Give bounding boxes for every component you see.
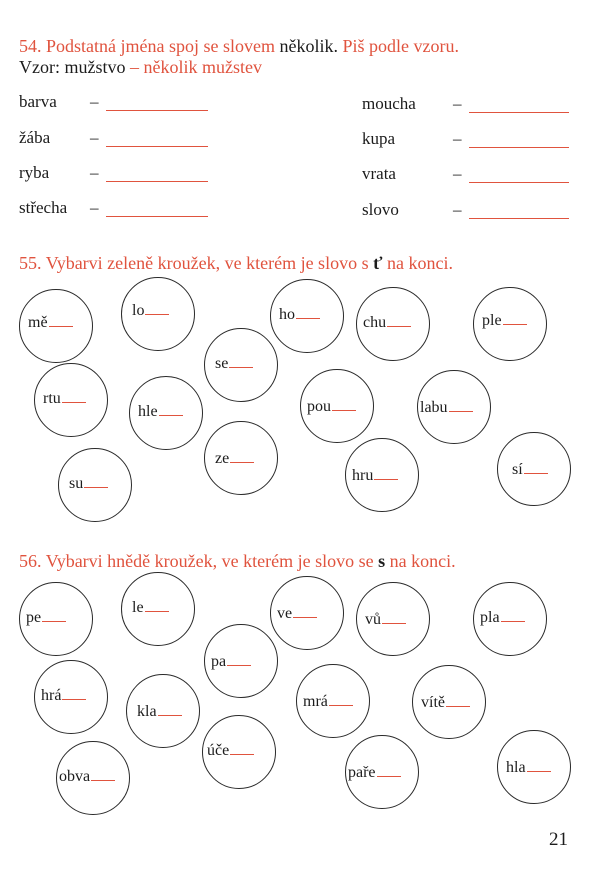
word-circle[interactable] bbox=[473, 582, 547, 656]
word-item: vrata bbox=[362, 164, 396, 183]
word-circle[interactable] bbox=[204, 421, 278, 495]
word-circle[interactable] bbox=[129, 376, 203, 450]
ex54-title bbox=[19, 35, 459, 57]
word-circle[interactable] bbox=[345, 438, 419, 512]
word-circle[interactable] bbox=[126, 674, 200, 748]
ex56-text-a: Vybarvi hnědě kroužek, ve kterém je slovo se bbox=[45, 551, 374, 571]
word-stem: ve bbox=[277, 605, 317, 623]
ex54-text-b: několik. bbox=[279, 36, 338, 56]
word-item: kupa bbox=[362, 129, 396, 148]
ex54-text-c: Piš podle vzoru. bbox=[342, 36, 459, 56]
word-stem: chu bbox=[363, 314, 411, 332]
word-stem: rtu bbox=[43, 390, 86, 408]
word-stem: hla bbox=[506, 759, 551, 777]
word-circle[interactable] bbox=[202, 715, 276, 789]
word-stem: vítě bbox=[421, 694, 470, 712]
word-stem: úče bbox=[207, 742, 254, 760]
word-circle[interactable] bbox=[296, 664, 370, 738]
word-circle[interactable] bbox=[497, 432, 571, 506]
ex56-title bbox=[19, 550, 456, 572]
word-stem: kla bbox=[137, 703, 182, 721]
word-circle[interactable] bbox=[270, 576, 344, 650]
word-item: ryba bbox=[19, 163, 50, 182]
word-stem: hrá bbox=[41, 687, 86, 705]
dash: – bbox=[453, 164, 462, 183]
word-stem: su bbox=[69, 475, 108, 493]
word-stem: lo bbox=[132, 302, 169, 320]
ex54-pattern-label: Vzor: mužstvo bbox=[19, 57, 126, 77]
ex55-number: 55. bbox=[19, 253, 42, 273]
word-stem: mrá bbox=[303, 693, 353, 711]
word-circle[interactable] bbox=[270, 279, 344, 353]
ex56-number: 56. bbox=[19, 551, 42, 571]
answer-blank[interactable] bbox=[106, 216, 208, 217]
word-circle[interactable] bbox=[412, 665, 486, 739]
ex54-pattern bbox=[19, 56, 262, 78]
word-circle[interactable] bbox=[356, 582, 430, 656]
word-circle[interactable] bbox=[121, 277, 195, 351]
word-item: žába bbox=[19, 128, 51, 147]
word-circle[interactable] bbox=[19, 582, 93, 656]
word-circle[interactable] bbox=[34, 363, 108, 437]
word-stem: pa bbox=[211, 653, 251, 671]
ex54-number: 54. bbox=[19, 36, 42, 56]
answer-blank[interactable] bbox=[106, 146, 208, 147]
answer-blank[interactable] bbox=[469, 147, 569, 148]
word-stem: pou bbox=[307, 398, 356, 416]
answer-blank[interactable] bbox=[106, 181, 208, 182]
word-stem: le bbox=[132, 599, 169, 617]
word-circle[interactable] bbox=[56, 741, 130, 815]
word-stem: paře bbox=[348, 764, 401, 782]
word-stem: mě bbox=[28, 314, 73, 332]
word-stem: pe bbox=[26, 609, 66, 627]
word-circle[interactable] bbox=[19, 289, 93, 363]
word-stem: vů bbox=[365, 611, 406, 629]
word-circle[interactable] bbox=[473, 287, 547, 361]
page-number: 21 bbox=[549, 829, 568, 850]
dash: – bbox=[453, 200, 462, 219]
word-stem: labu bbox=[420, 399, 473, 417]
word-stem: se bbox=[215, 355, 253, 373]
word-circle[interactable] bbox=[345, 735, 419, 809]
word-item: střecha bbox=[19, 198, 68, 217]
word-item: slovo bbox=[362, 200, 399, 219]
answer-blank[interactable] bbox=[469, 112, 569, 113]
dash: – bbox=[453, 94, 462, 113]
word-circle[interactable] bbox=[356, 287, 430, 361]
word-circle[interactable] bbox=[497, 730, 571, 804]
word-circle[interactable] bbox=[204, 624, 278, 698]
answer-blank[interactable] bbox=[106, 110, 208, 111]
word-circle[interactable] bbox=[300, 369, 374, 443]
word-circle[interactable] bbox=[58, 448, 132, 522]
ex55-text-b: na konci. bbox=[386, 253, 453, 273]
ex55-text-a: Vybarvi zeleně kroužek, ve kterém je slovo s bbox=[45, 253, 369, 273]
word-circle[interactable] bbox=[417, 370, 491, 444]
word-stem: hru bbox=[352, 467, 398, 485]
dash: – bbox=[90, 92, 99, 111]
answer-blank[interactable] bbox=[469, 218, 569, 219]
word-item: barva bbox=[19, 92, 57, 111]
word-stem: hle bbox=[138, 403, 183, 421]
word-stem: ple bbox=[482, 312, 527, 330]
ex54-pattern-answer: několik mužstev bbox=[143, 57, 262, 77]
ex54-pattern-dash: – bbox=[129, 57, 139, 77]
dash: – bbox=[90, 128, 99, 147]
ex55-title bbox=[19, 252, 453, 274]
ex56-text-b: na konci. bbox=[389, 551, 456, 571]
word-circle[interactable] bbox=[204, 328, 278, 402]
ex54-text-a: Podstatná jména spoj se slovem bbox=[46, 36, 275, 56]
word-stem: sí bbox=[512, 461, 548, 479]
answer-blank[interactable] bbox=[469, 182, 569, 183]
word-item: moucha bbox=[362, 94, 416, 113]
word-stem: ze bbox=[215, 450, 254, 468]
dash: – bbox=[90, 198, 99, 217]
ex55-letter: ť bbox=[373, 253, 383, 273]
dash: – bbox=[453, 129, 462, 148]
word-stem: obva bbox=[59, 768, 115, 786]
word-circle[interactable] bbox=[34, 660, 108, 734]
word-stem: pla bbox=[480, 609, 525, 627]
ex56-letter: s bbox=[378, 551, 386, 571]
word-stem: ho bbox=[279, 306, 320, 324]
dash: – bbox=[90, 163, 99, 182]
word-circle[interactable] bbox=[121, 572, 195, 646]
